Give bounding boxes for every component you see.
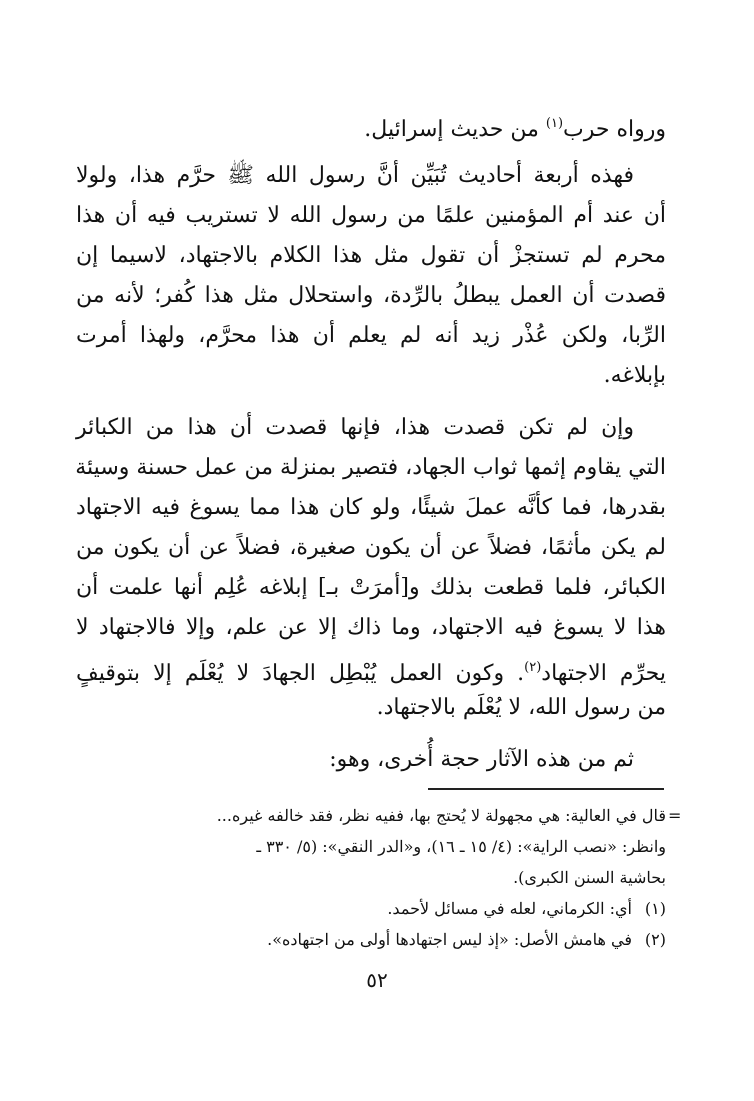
footnote-separator <box>428 788 664 790</box>
continuation-mark: = <box>668 806 682 825</box>
text-line: محرم لم تستجزْ أن تقول مثل هذا الكلام بالاجتهاد، لاسيما إن <box>76 243 666 268</box>
text-line: من رسول الله، لا يُعْلَم بالاجتهاد. <box>376 695 666 720</box>
text-line: الكبائر، فلما قطعت بذلك و[أمرَتْ بـ] إبلاغه عُلِم أنها علمت أن <box>76 575 666 600</box>
text-line: ثم من هذه الآثار حجة أُخرى، وهو: <box>329 747 634 772</box>
footnote-text: في هامش الأصل: «إذ ليس اجتهادها أولى من اجتهاده». <box>267 930 632 949</box>
footnote-continuation-line: قال في العالية: هي مجهولة لا يُحتج بها، ففيه نظر، فقد خالفه غيره... <box>216 806 666 825</box>
text-line: بقدرها، فما كأنَّه عملَ شيئًا، ولو كان هذا مما يسوغ فيه الاجتهاد <box>76 495 666 520</box>
text-line: أن عند أم المؤمنين علمًا من رسول الله لا تستريب فيه أن هذا <box>76 203 666 228</box>
paragraph-2 <box>76 156 666 396</box>
footnote-continuation-line: بحاشية السنن الكبرى). <box>513 868 666 887</box>
footnote-1 <box>76 893 666 924</box>
page-number: ٥٢ <box>366 968 388 992</box>
footnote-2 <box>76 924 666 955</box>
text-run: ورواه حرب <box>563 117 666 142</box>
text-line <box>76 104 666 144</box>
footnote-marker[interactable]: (١) <box>545 116 564 131</box>
text-run: . وكون العمل يُبْطِل الجهادَ لا يُعْلَم إلا بتوقيفٍ <box>76 661 525 686</box>
text-line: لم يكن مأثمًا، فضلاً عن أن يكون صغيرة، فضلاً عن أن يكون من <box>76 535 666 560</box>
footnote-number: (١) <box>644 899 666 918</box>
main-text <box>76 104 666 780</box>
footnote-continuation-line: وانظر: «نصب الراية»: (٤/ ١٥ ـ ١٦)، و«الدر النقي»: (٥/ ٣٣٠ ـ <box>256 837 666 856</box>
text-line: هذا لا يسوغ فيه الاجتهاد، وما ذاك إلا عن علم، وإلا فالاجتهاد لا <box>76 615 666 640</box>
paragraph-4 <box>76 740 666 780</box>
text-line: قصدت أن العمل يبطلُ بالرِّدة، واستحلال مثل هذا كُفر؛ لأنه من <box>76 283 666 308</box>
footnote-number: (٢) <box>644 930 666 949</box>
footnote-text: أي: الكرماني، لعله في مسائل لأحمد. <box>387 899 632 918</box>
text-run: من حديث إسرائيل. <box>364 117 546 142</box>
footnote-marker[interactable]: (٢) <box>524 660 542 675</box>
text-line <box>76 648 666 688</box>
text-line: بإبلاغه. <box>603 363 666 388</box>
text-run: يحرِّم الاجتهاد <box>541 661 666 686</box>
text-line: الرِّبا، ولكن عُذْر زيد أنه لم يعلم أن هذا محرَّم، ولهذا أمرت <box>76 323 666 348</box>
footnotes <box>76 800 666 955</box>
text-line: وإن لم تكن قصدت هذا، فإنها قصدت أن هذا من الكبائر <box>76 415 634 440</box>
text-line: فهذه أربعة أحاديث تُبَيِّن أنَّ رسول الله ﷺ حرَّم هذا، ولولا <box>76 163 634 188</box>
text-line: التي يقاوم إثمها ثواب الجهاد، فتصير بمنزلة من عمل حسنة وسيئة <box>75 455 666 480</box>
paragraph-3 <box>76 408 666 728</box>
paragraph-1 <box>76 104 666 144</box>
